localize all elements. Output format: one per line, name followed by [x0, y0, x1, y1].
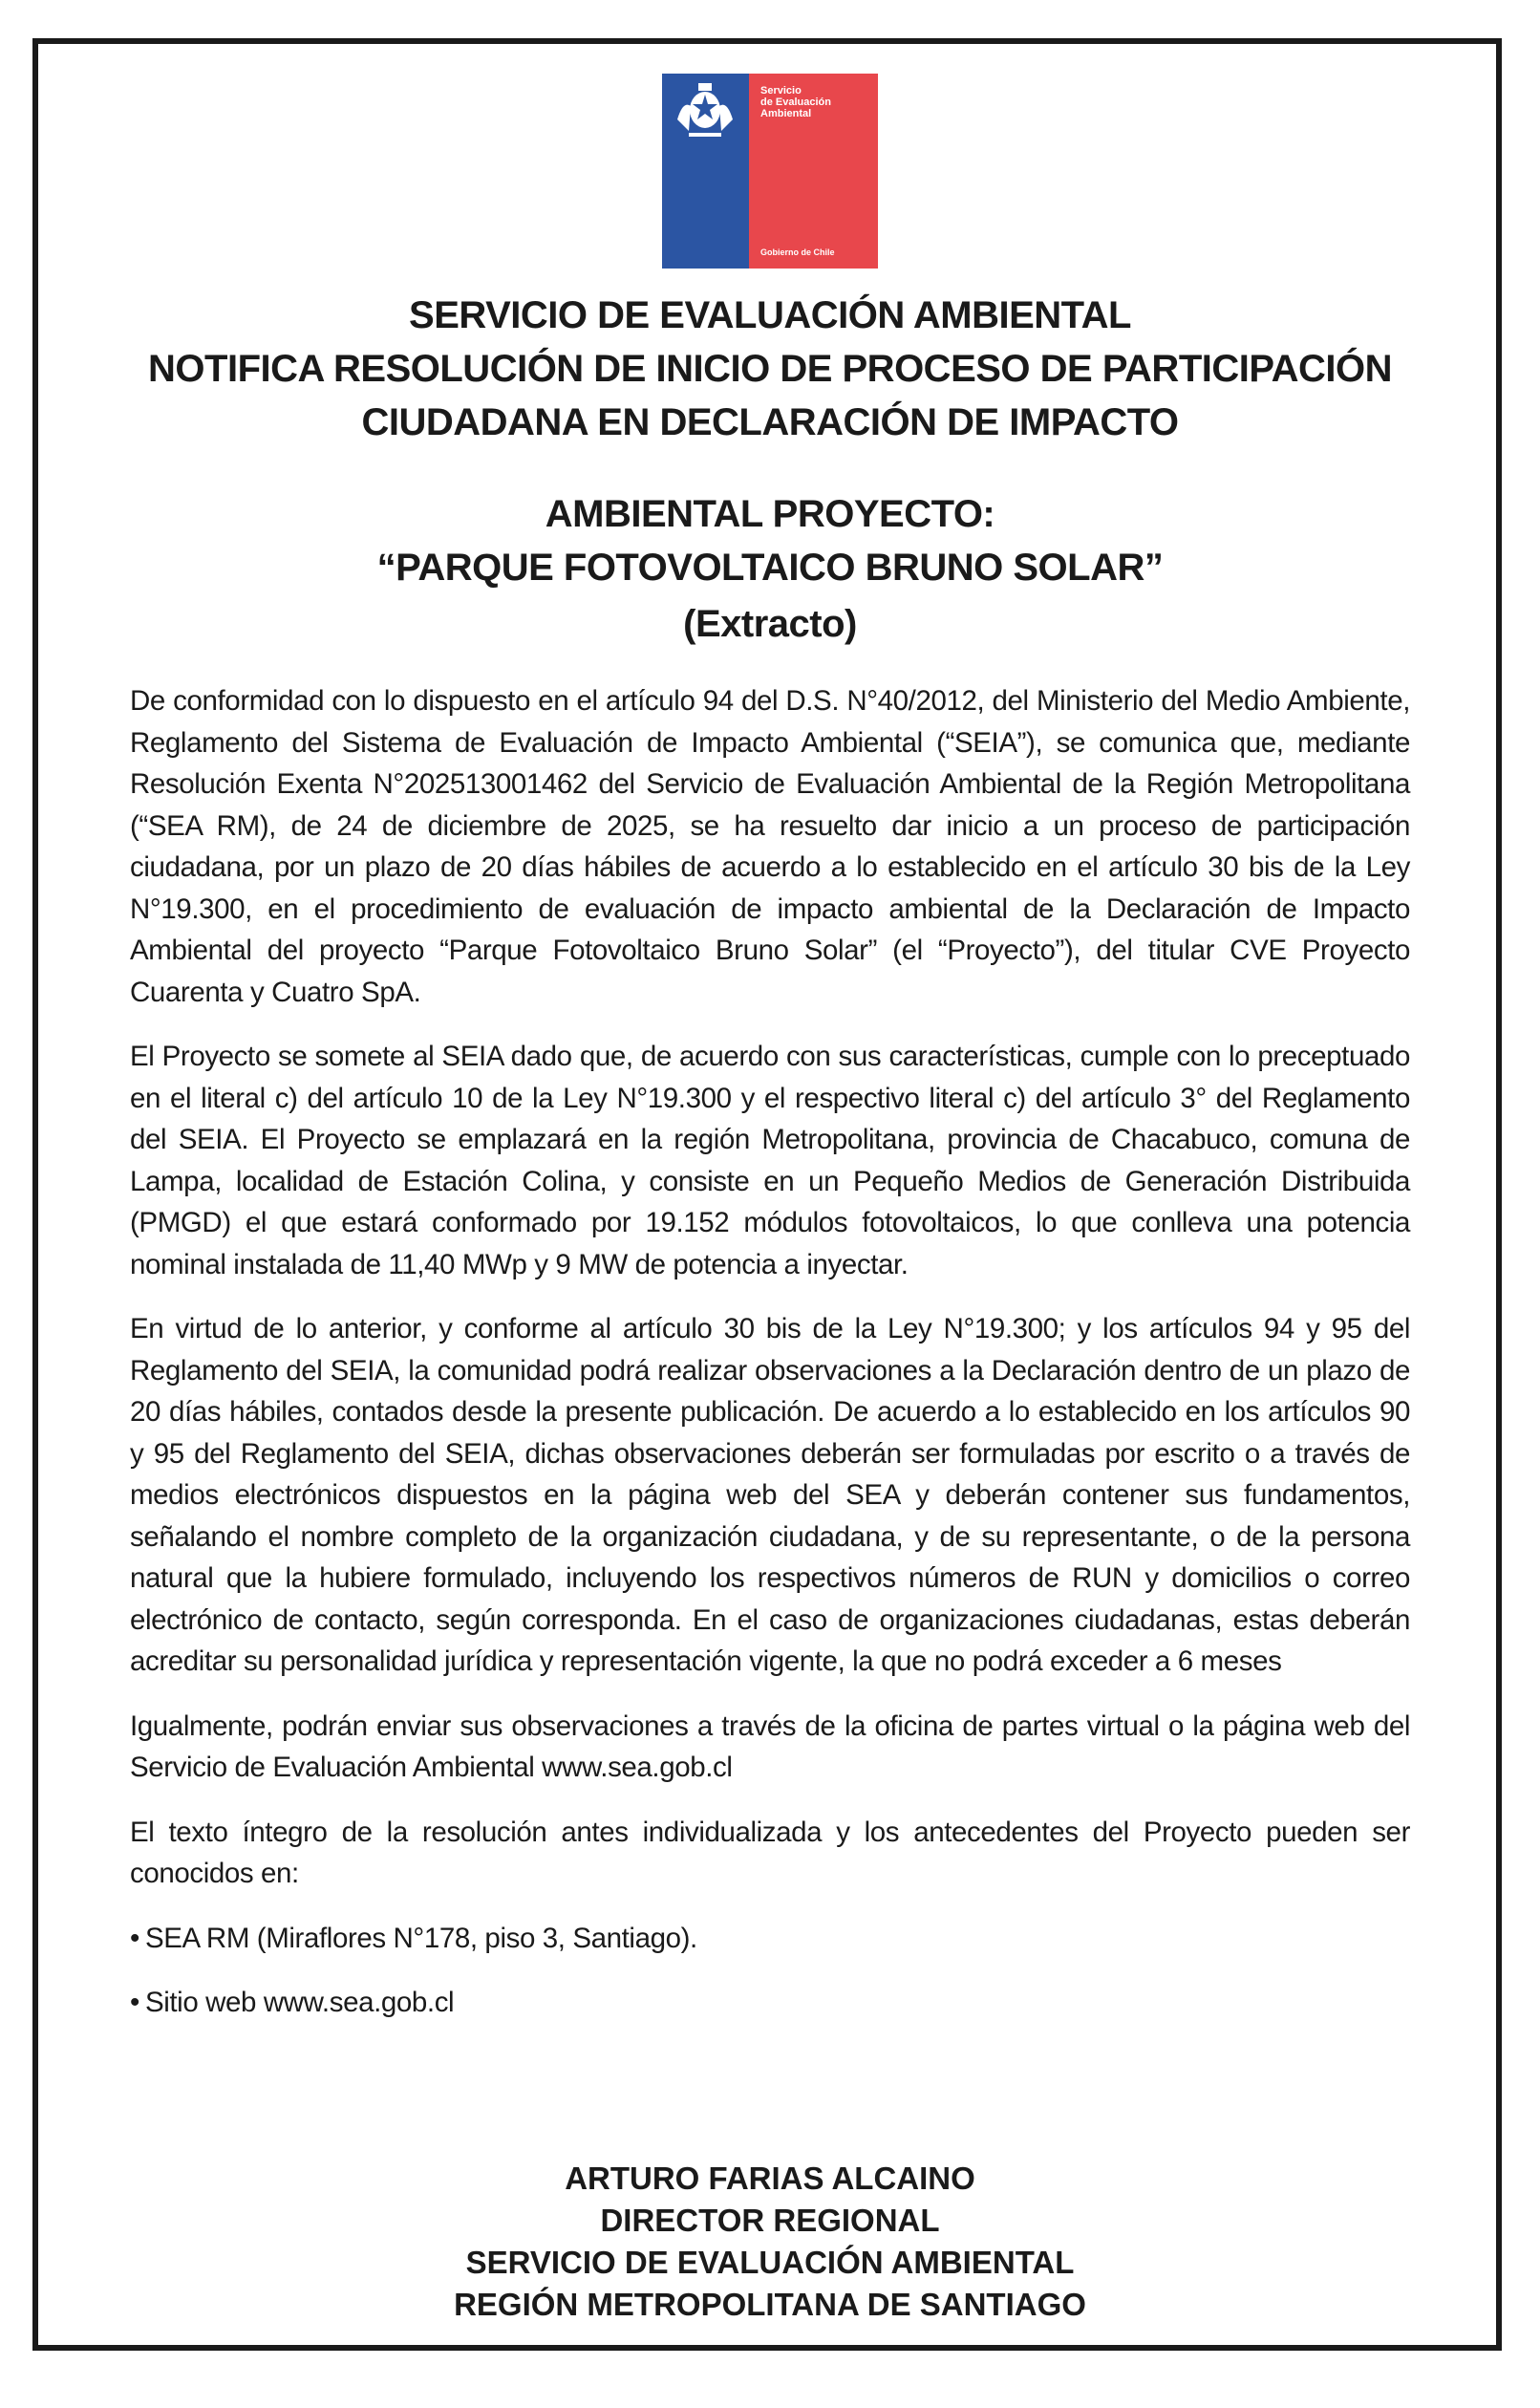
bullet-icon: •: [130, 1987, 139, 2018]
notice-title: [76, 289, 1464, 449]
notice-body: [130, 680, 1410, 2047]
logo-org-name: Servicio de Evaluación Ambiental: [760, 85, 831, 119]
project-title: [76, 487, 1464, 594]
list-item-text: SEA RM (Miraflores N°178, piso 3, Santiago).: [144, 1922, 697, 1954]
logo-gov-label: Gobierno de Chile: [760, 247, 835, 257]
extract-label: (Extracto): [683, 603, 857, 645]
paragraph-3: En virtud de lo anterior, y conforme al artículo 30 bis de la Ley N°19.300; y los artículos 94 y 95 del Reglamento del SEIA, la comunidad podrá realizar observaciones a la Declaración dentro de un plazo de 20 días hábiles, contados desde la presente publicación. De acuerdo a lo establecido en los artículos 90 y 95 del Reglamento del SEIA, dichas observaciones deberán ser formuladas por escrito o a través de medios electrónicos dispuestos en la página web del SEA y deberán contener sus fundamentos, señalando el nombre completo de la organización ciudadana, y de su representante, o de la persona natural que la hubiere formulado, incluyendo los respectivos números de RUN y domicilios o correo electrónico de contacto, según corresponda. En el caso de organizaciones ciudadanas, estas deberán acreditar su personalidad jurídica y representación vigente, la que no podrá exceder a 6 meses: [130, 1313, 1410, 1677]
bullet-icon: •: [130, 1922, 139, 1954]
signature-block: [76, 2158, 1464, 2326]
signatory-name: ARTURO FARIAS ALCAINO: [565, 2161, 975, 2196]
project-name: “PARQUE FOTOVOLTAICO BRUNO SOLAR”: [376, 547, 1164, 589]
sea-logo: [662, 74, 878, 269]
signatory-region: REGIÓN METROPOLITANA DE SANTIAGO: [454, 2287, 1086, 2322]
paragraph-4: Igualmente, podrán enviar sus observaciones a través de la oficina de partes virtual o la página web del Servicio de Evaluación Ambiental www.sea.gob.cl: [130, 1709, 1410, 1783]
title-line-3: CIUDADANA EN DECLARACIÓN DE IMPACTO: [361, 401, 1179, 443]
location-list: [130, 1918, 1410, 2024]
signatory-role: DIRECTOR REGIONAL: [600, 2203, 940, 2238]
logo-blue-panel: [662, 74, 749, 269]
list-item: [130, 1982, 1410, 2024]
list-item-text: Sitio web www.sea.gob.cl: [144, 1987, 455, 2018]
list-item: [130, 1918, 1410, 1960]
paragraph-5: El texto íntegro de la resolución antes individualizada y los antecedentes del Proyecto pueden ser conocidos en:: [130, 1816, 1410, 1889]
logo-red-panel: [749, 74, 878, 269]
paragraph-2: El Proyecto se somete al SEIA dado que, de acuerdo con sus características, cumple con lo preceptuado en el literal c) del artículo 10 de la Ley N°19.300 y el respectivo literal c) del artículo 3° del Reglamento del SEIA. El Proyecto se emplazará en la región Metropolitana, provincia de Chacabuco, comuna de Lampa, localidad de Estación Colina, y consiste en un Pequeño Medios de Generación Distribuida (PMGD) el que estará conformado por 19.152 módulos fotovoltaicos, lo que conlleva una potencia nominal instalada de 11,40 MWp y 9 MW de potencia a inyectar.: [130, 1041, 1410, 1280]
paragraph-1: De conformidad con lo dispuesto en el artículo 94 del D.S. N°40/2012, del Ministerio del Medio Ambiente, Reglamento del Sistema de Evaluación de Impacto Ambiental (“SEIA”), se comunica que, mediante Resolución Exenta N°202513001462 del Servicio de Evaluación Ambiental de la Región Metropolitana (“SEA RM), de 24 de diciembre de 2025, se ha resuelto dar inicio a un proceso de participación ciudadana, por un plazo de 20 días hábiles de acuerdo a lo establecido en el artículo 30 bis de la Ley N°19.300, en el procedimiento de evaluación de impacto ambiental de la Declaración de Impacto Ambiental del proyecto “Parque Fotovoltaico Bruno Solar” (el “Proyecto”), del titular CVE Proyecto Cuarenta y Cuatro SpA.: [130, 685, 1410, 1008]
title-line-2: NOTIFICA RESOLUCIÓN DE INICIO DE PROCESO DE PARTICIPACIÓN: [148, 348, 1392, 390]
title-line-1: SERVICIO DE EVALUACIÓN AMBIENTAL: [409, 294, 1131, 336]
title-line-4: AMBIENTAL PROYECTO:: [545, 493, 995, 535]
chile-coat-of-arms-icon: [670, 81, 741, 140]
signatory-org: SERVICIO DE EVALUACIÓN AMBIENTAL: [465, 2245, 1075, 2280]
